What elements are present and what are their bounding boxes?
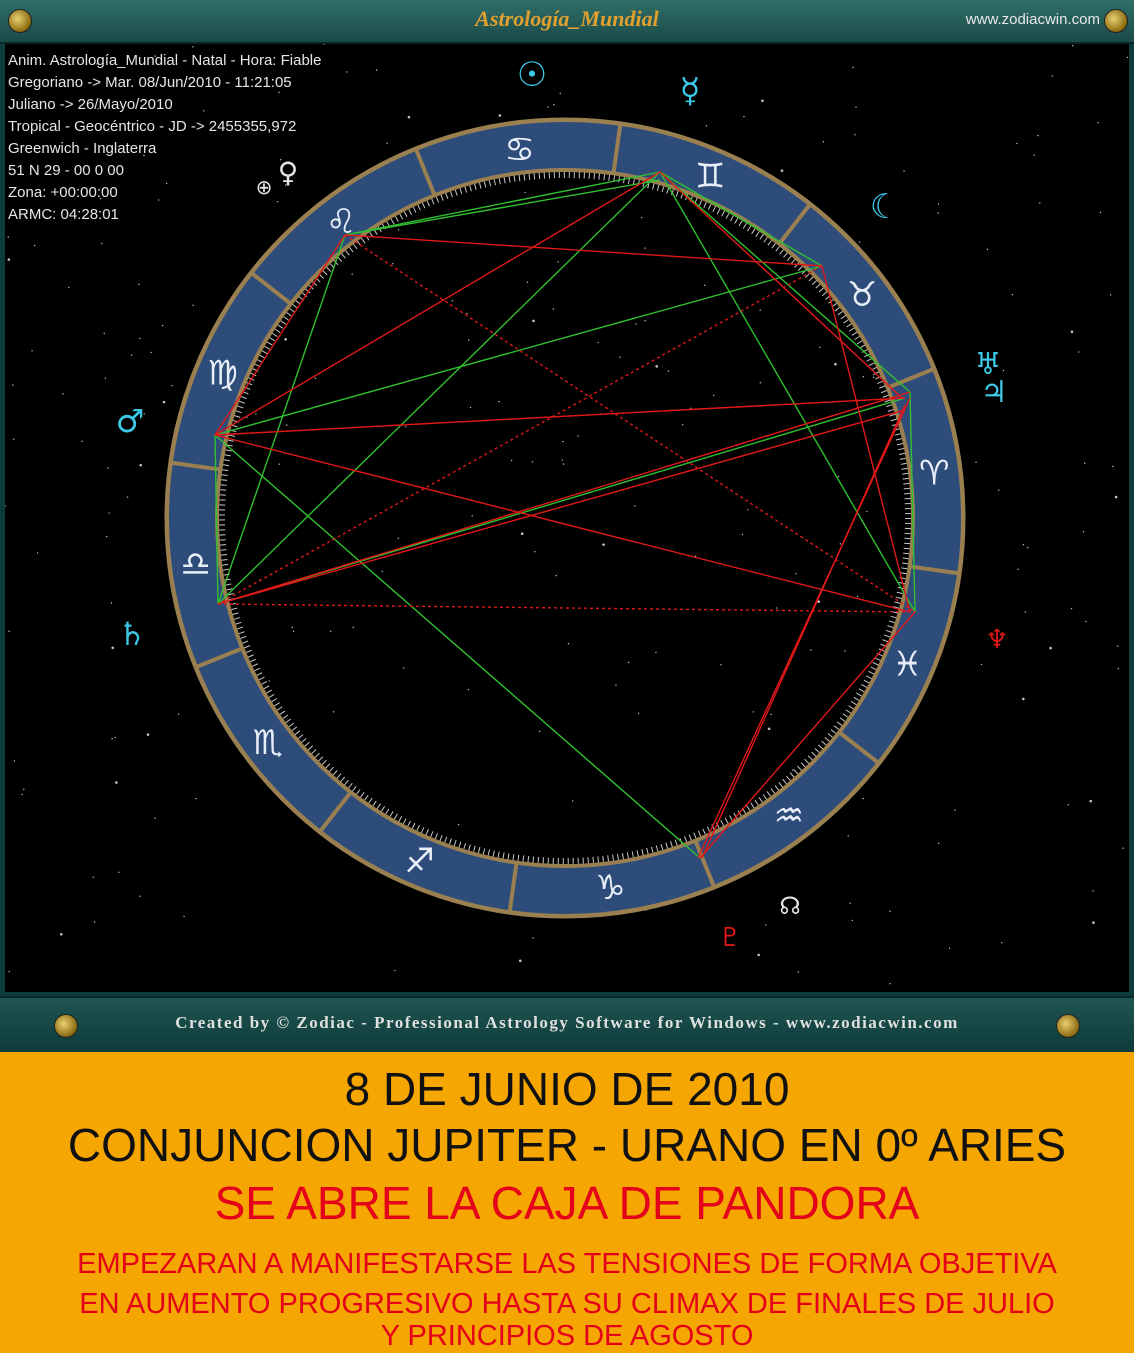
- star: [556, 575, 557, 576]
- star: [855, 107, 856, 108]
- star: [1100, 212, 1101, 213]
- star: [792, 769, 793, 770]
- star: [1049, 647, 1052, 650]
- star: [655, 365, 658, 368]
- star: [776, 607, 777, 608]
- mercury-icon[interactable]: ☿: [679, 71, 701, 111]
- star: [333, 711, 334, 712]
- star: [376, 69, 377, 70]
- star: [284, 338, 287, 341]
- star: [889, 983, 890, 984]
- zodiac-sign-glyph: ♍: [207, 353, 238, 394]
- star: [105, 378, 106, 379]
- star: [857, 596, 858, 597]
- star: [1072, 45, 1073, 46]
- star: [889, 911, 890, 912]
- caption-headline: SE ABRE LA CAJA DE PANDORA: [214, 1177, 920, 1229]
- zodiac-sign-glyph: ♈: [918, 453, 950, 494]
- star: [1085, 621, 1086, 622]
- star: [668, 370, 669, 371]
- star: [753, 711, 754, 712]
- footer-bar: [0, 996, 1134, 1052]
- star: [539, 731, 540, 732]
- star: [346, 71, 347, 72]
- star: [823, 141, 824, 142]
- star: [863, 376, 864, 377]
- star: [713, 395, 714, 396]
- zodiac-logo-icon: [1056, 1014, 1080, 1038]
- star: [1115, 496, 1118, 499]
- star: [519, 959, 522, 962]
- star: [1016, 143, 1017, 144]
- star: [954, 810, 955, 811]
- star: [743, 116, 744, 117]
- star: [1083, 531, 1084, 532]
- star: [682, 424, 683, 425]
- star: [139, 338, 140, 339]
- star: [131, 354, 132, 355]
- zodiac-sign-glyph: ♐: [404, 841, 435, 882]
- moon-icon[interactable]: ☾: [869, 187, 901, 227]
- star: [862, 798, 863, 799]
- star: [81, 441, 82, 442]
- star: [111, 646, 114, 649]
- star: [562, 441, 563, 442]
- star: [386, 143, 387, 144]
- pluto-icon[interactable]: ♇: [718, 923, 742, 953]
- aspect-line: [345, 235, 822, 266]
- zodiac-sign-glyph: ♏: [252, 722, 284, 763]
- star: [8, 631, 9, 632]
- zodiac-sign-glyph: ♎: [180, 544, 212, 585]
- star: [655, 652, 656, 653]
- window-control-icon[interactable]: [1104, 9, 1128, 33]
- star: [747, 509, 748, 510]
- star: [398, 229, 399, 230]
- star: [351, 273, 352, 274]
- aspect-line: [218, 392, 910, 604]
- zodiac-wheel-band: [193, 146, 937, 890]
- star: [255, 413, 256, 414]
- star: [641, 217, 642, 218]
- star: [572, 800, 573, 801]
- star: [848, 835, 849, 836]
- star: [532, 320, 535, 323]
- star: [183, 916, 184, 917]
- star: [838, 476, 839, 477]
- star: [761, 99, 764, 102]
- star: [150, 352, 151, 353]
- star: [563, 463, 564, 464]
- star: [472, 515, 473, 516]
- aspect-line: [218, 604, 915, 612]
- star: [981, 664, 982, 665]
- star: [568, 643, 569, 644]
- star: [315, 378, 316, 379]
- star: [1027, 547, 1028, 548]
- star: [1084, 463, 1085, 464]
- star: [690, 408, 691, 409]
- star: [138, 284, 139, 285]
- star: [466, 313, 467, 314]
- star: [628, 662, 629, 663]
- star: [1092, 921, 1095, 924]
- star: [1112, 466, 1113, 467]
- star: [269, 680, 270, 681]
- star: [452, 300, 453, 301]
- star: [147, 733, 150, 736]
- caption-body-line: EN AUMENTO PROGRESIVO HASTA SU CLIMAX DE FINALES DE JULIO: [79, 1288, 1055, 1320]
- star: [1071, 608, 1072, 609]
- chart-info-line: Zona: +00:00:00: [8, 184, 118, 201]
- star: [597, 342, 598, 343]
- chart-info-line: Greenwich - Inglaterra: [8, 140, 157, 157]
- star: [458, 824, 459, 825]
- star: [547, 106, 548, 107]
- star: [330, 631, 331, 632]
- chart-info-line: Juliano -> 26/Mayo/2010: [8, 96, 173, 113]
- star: [527, 282, 528, 283]
- star: [987, 249, 988, 250]
- star: [154, 817, 155, 818]
- star: [634, 505, 635, 506]
- chart-info-line: Tropical - Geocéntrico - JD -> 2455355,972: [8, 118, 297, 135]
- star: [68, 287, 69, 288]
- star: [553, 104, 554, 105]
- star: [171, 385, 172, 386]
- star: [819, 347, 820, 348]
- star: [107, 467, 108, 468]
- node-icon[interactable]: ☊: [779, 892, 801, 920]
- star: [398, 538, 399, 539]
- star: [468, 689, 469, 690]
- star: [499, 114, 502, 117]
- star: [975, 462, 976, 463]
- chart-info-line: ARMC: 04:28:01: [8, 206, 119, 223]
- star: [765, 924, 766, 925]
- star: [106, 536, 107, 537]
- star: [1012, 294, 1013, 295]
- star: [532, 461, 533, 462]
- star: [104, 333, 105, 334]
- star: [1127, 57, 1128, 58]
- star: [162, 325, 163, 326]
- zodiac-sign-glyph: ♉: [846, 275, 878, 316]
- star: [938, 203, 939, 204]
- star: [619, 357, 620, 358]
- star: [795, 573, 796, 574]
- star: [101, 243, 102, 244]
- zodiac-sign-glyph: ♌: [325, 201, 357, 242]
- mars-icon[interactable]: ♂: [115, 402, 145, 440]
- star: [644, 320, 645, 321]
- star: [8, 236, 9, 237]
- star: [560, 93, 561, 94]
- venus-icon[interactable]: ♀: [277, 156, 299, 189]
- star: [1110, 294, 1111, 295]
- star: [854, 134, 855, 135]
- chart-info-line: Anim. Astrología_Mundial - Natal - Hora: Fiable: [8, 52, 322, 69]
- star: [859, 241, 860, 242]
- star: [810, 649, 811, 650]
- star: [31, 350, 32, 351]
- star: [139, 464, 142, 467]
- star: [770, 714, 771, 715]
- star: [742, 534, 743, 535]
- star: [937, 212, 938, 213]
- zodiac-wheel-inner-border: [217, 170, 913, 866]
- star: [781, 169, 784, 172]
- star: [108, 512, 109, 513]
- star: [1003, 370, 1004, 371]
- aspect-line: [218, 266, 822, 604]
- star: [470, 407, 471, 408]
- star: [757, 954, 760, 957]
- aspect-line: [215, 266, 822, 435]
- zodiac-sign-glyph: ♓: [892, 644, 923, 685]
- star: [23, 789, 24, 790]
- star: [1117, 645, 1118, 646]
- star: [111, 602, 112, 603]
- star: [532, 937, 533, 938]
- star: [192, 305, 193, 306]
- star: [577, 435, 578, 436]
- zodiac-sign-glyph: ♑: [595, 868, 626, 909]
- star: [849, 902, 850, 903]
- star: [192, 46, 193, 47]
- star: [34, 245, 35, 246]
- star: [382, 571, 383, 572]
- star: [279, 463, 280, 464]
- neptune-icon[interactable]: ♆: [985, 625, 1009, 655]
- star: [94, 921, 95, 922]
- star: [14, 760, 15, 761]
- star: [1068, 804, 1069, 805]
- star: [1097, 122, 1098, 123]
- star: [21, 794, 22, 795]
- star: [8, 258, 11, 261]
- star: [557, 261, 558, 262]
- star: [403, 667, 404, 668]
- zodiac-sign-glyph: ♊: [695, 156, 726, 197]
- star: [706, 125, 707, 126]
- star: [644, 247, 645, 248]
- star: [1078, 351, 1079, 352]
- star: [720, 664, 721, 665]
- star: [602, 543, 605, 546]
- star: [873, 377, 874, 378]
- star: [1025, 611, 1026, 612]
- star: [1118, 668, 1119, 669]
- star: [111, 738, 112, 739]
- sun-icon[interactable]: ☉: [516, 55, 548, 95]
- star: [521, 532, 524, 535]
- star: [759, 310, 760, 311]
- star: [178, 714, 179, 715]
- star: [1052, 75, 1053, 76]
- star: [405, 426, 406, 427]
- caption-body-line: Y PRINCIPIOS DE AGOSTO: [380, 1320, 754, 1352]
- star: [12, 384, 13, 385]
- star: [37, 552, 38, 553]
- star: [353, 627, 354, 628]
- star: [118, 872, 119, 873]
- star: [768, 728, 771, 731]
- star: [553, 308, 554, 309]
- star: [293, 631, 294, 632]
- degree-ticks: [222, 175, 908, 861]
- star: [998, 490, 999, 491]
- star: [938, 843, 939, 844]
- chart-info-line: Gregoriano -> Mar. 08/Jun/2010 - 11:21:05: [8, 74, 292, 91]
- caption-conjunction: CONJUNCION JUPITER - URANO EN 0º ARIES: [67, 1119, 1067, 1171]
- star: [615, 685, 616, 686]
- star: [392, 263, 393, 264]
- star: [1017, 569, 1018, 570]
- chart-info-line: 51 N 29 - 00 0 00: [8, 162, 124, 179]
- star: [1023, 544, 1024, 545]
- star: [1039, 202, 1040, 203]
- star: [408, 116, 411, 119]
- star: [866, 511, 867, 512]
- uranus-icon[interactable]: ♅: [974, 347, 1002, 382]
- star: [638, 712, 639, 713]
- star: [1089, 800, 1092, 803]
- jupiter-icon[interactable]: ♃: [980, 375, 1008, 410]
- star: [1037, 135, 1038, 136]
- star: [511, 460, 512, 461]
- star: [844, 650, 845, 651]
- star: [498, 401, 499, 402]
- star: [524, 192, 525, 193]
- chart-info-panel: [8, 50, 321, 226]
- caption-body-line: EMPEZARAN A MANIFESTARSE LAS TENSIONES DE FORMA OBJETIVA: [77, 1248, 1057, 1280]
- star: [635, 323, 636, 324]
- star: [834, 363, 837, 366]
- window-url: www.zodiacwin.com: [965, 11, 1100, 28]
- star: [9, 971, 10, 972]
- star: [1022, 698, 1025, 701]
- star: [562, 459, 563, 460]
- star: [291, 627, 292, 628]
- caption-date: 8 DE JUNIO DE 2010: [344, 1063, 790, 1115]
- star: [903, 170, 904, 171]
- star: [195, 798, 196, 799]
- star: [62, 393, 63, 394]
- star: [1001, 942, 1002, 943]
- aspect-line: [215, 435, 910, 612]
- star: [760, 382, 761, 383]
- window-title: Astrología_Mundial: [475, 6, 659, 31]
- star: [1122, 848, 1123, 849]
- star: [93, 876, 94, 877]
- star: [1034, 154, 1035, 155]
- star: [5, 505, 6, 506]
- star: [60, 933, 63, 936]
- zodiac-sign-glyph: ♒: [773, 796, 805, 837]
- part-of-fortune-icon[interactable]: ⊕: [255, 175, 273, 199]
- star: [1071, 331, 1074, 334]
- star: [468, 339, 469, 340]
- star: [286, 424, 287, 425]
- star: [949, 948, 950, 949]
- star: [163, 401, 166, 404]
- star: [127, 496, 128, 497]
- aspect-line: [218, 410, 905, 604]
- saturn-icon[interactable]: ♄: [117, 615, 147, 653]
- star: [1092, 890, 1093, 891]
- star: [840, 543, 841, 544]
- star: [323, 44, 324, 45]
- star: [798, 971, 799, 972]
- star: [852, 67, 853, 68]
- star: [139, 896, 140, 897]
- zodiac-sign-glyph: ♋: [504, 129, 535, 170]
- title-bar: [0, 0, 1134, 44]
- star: [852, 920, 853, 921]
- star: [534, 551, 535, 552]
- footer-credits: Created by © Zodiac - Professional Astrology Software for Windows - www.zodiacwin.com: [175, 1013, 959, 1032]
- star: [115, 781, 118, 784]
- star: [13, 438, 14, 439]
- star: [704, 285, 705, 286]
- star: [114, 737, 115, 738]
- star: [394, 970, 395, 971]
